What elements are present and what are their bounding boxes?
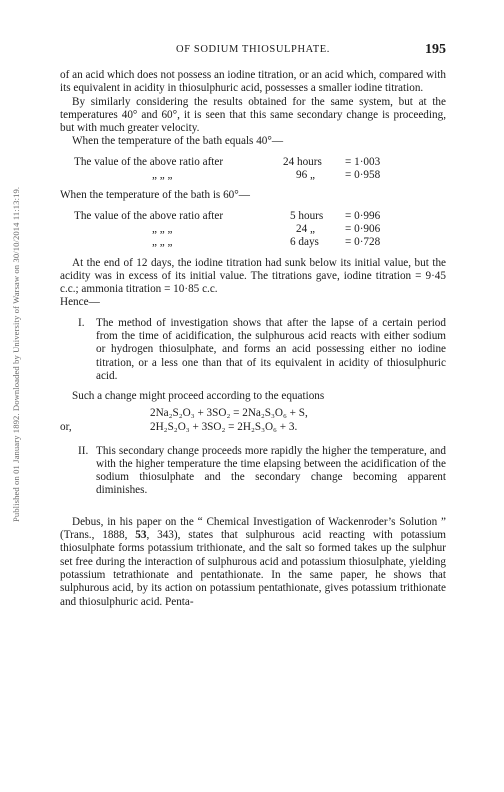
running-title: OF SODIUM THIOSULPHATE. (176, 44, 330, 55)
paragraph-3: When the temperature of the bath equals 40°— (72, 135, 284, 148)
paragraph-7: Such a change might proceed according to the equations (72, 390, 325, 403)
paragraph-6: Hence— (60, 296, 100, 309)
equation-block (60, 407, 446, 435)
ratio-time: 5 hours (290, 209, 324, 222)
ratio-row (60, 236, 446, 249)
conclusion-item-2 (60, 445, 446, 498)
item-text: This secondary change proceeds more rapidly the higher the temperature, and with the higher temperature the time elapsing between the acidification of the sodium thiosulphate and the secondary change becoming apparent diminishes. (96, 444, 446, 497)
ratio-table-40 (60, 156, 446, 183)
ratio-time: 96 „ (296, 169, 315, 182)
ratio-value: = 0·958 (345, 169, 381, 182)
equation-1: 2Na₂S₂O₃ + 3SO₂ = 2Na₂S₃O₆ + S, (150, 406, 308, 419)
page-number: 195 (425, 42, 446, 57)
paragraph-8 (60, 516, 446, 609)
ratio-label: „ „ „ (152, 169, 173, 182)
conclusion-item-1 (60, 317, 446, 383)
equation-or: or, (60, 420, 72, 433)
item-text: The method of investigation shows that after the lapse of a certain period from the time of acidification, the sulphurous acid reacts with either sodium or hydrogen thiosulphate, and forms an acid possessing either no iodine titration, or a less one than that of its equivalent in acidity of thiosulphuric acid. (96, 316, 446, 382)
paragraph-4: When the temperature of the bath is 60°— (60, 189, 250, 202)
ratio-label: The value of the above ratio after (74, 155, 224, 168)
ratio-row (60, 169, 446, 182)
paragraph-8-end: , 343), states that sulphurous acid reacting with potassium thiosulphate forms potassium trithionate, and the salt so formed takes up the sulphur set free during the interaction of sulphurous acid and potassium thiosulphate, yielding potassium tetrathionate and pentathionate. In the same paper, he shows that sulphurous acid, by its action on potassium pentathionate, gives potassium trithionate and thiosulphuric acid. Penta- (60, 529, 446, 608)
equation-row (60, 407, 446, 421)
equation-row (60, 421, 446, 435)
running-header (60, 42, 446, 58)
ratio-value: = 0·906 (345, 222, 381, 235)
ratio-value: = 0·728 (345, 236, 381, 249)
ratio-time: 24 hours (283, 155, 322, 168)
download-watermark: Published on 01 January 1892. Downloaded by University of Warsaw on 30/10/2014 11:13:19. (11, 186, 21, 522)
paragraph-8-start: Debus, in his paper on the “ Chemical Investigation of Wackenroder’s Solution ” (Trans., 1888, (60, 515, 446, 542)
item-number: II. (78, 444, 89, 457)
equation-2: 2H₂S₂O₃ + 3SO₂ = 2H₂S₃O₆ + 3. (150, 420, 298, 433)
ratio-row (60, 210, 446, 223)
ratio-label: „ „ „ (152, 222, 173, 235)
item-number: I. (78, 316, 85, 329)
paragraph-5: At the end of 12 days, the iodine titration had sunk below its initial value, but the acidity was in excess of its initial value. The titrations gave, iodine titration = 9·45 c.c.; ammonia titration = 10·85 c.c. (60, 256, 446, 296)
ratio-time: 6 days (290, 236, 319, 249)
ratio-table-60 (60, 210, 446, 250)
paragraph-1: of an acid which does not possess an iodine titration, or an acid which, compared with its equivalent in acidity in thiosulphuric acid, possesses a smaller iodine titration. (60, 69, 446, 95)
ratio-label: „ „ „ (152, 236, 173, 249)
ratio-row (60, 223, 446, 236)
ratio-label: The value of the above ratio after (74, 209, 224, 222)
ratio-value: = 0·996 (345, 209, 381, 222)
ratio-row (60, 156, 446, 169)
ratio-time: 24 „ (296, 222, 315, 235)
body-text (60, 69, 446, 609)
volume-number: 53 (135, 529, 147, 542)
ratio-value: = 1·003 (345, 155, 381, 168)
paragraph-2: By similarly considering the results obtained for the same system, but at the temperatures 40° and 60°, it is seen that this same secondary change is proceeding, but with much greater velocity. (60, 95, 446, 135)
